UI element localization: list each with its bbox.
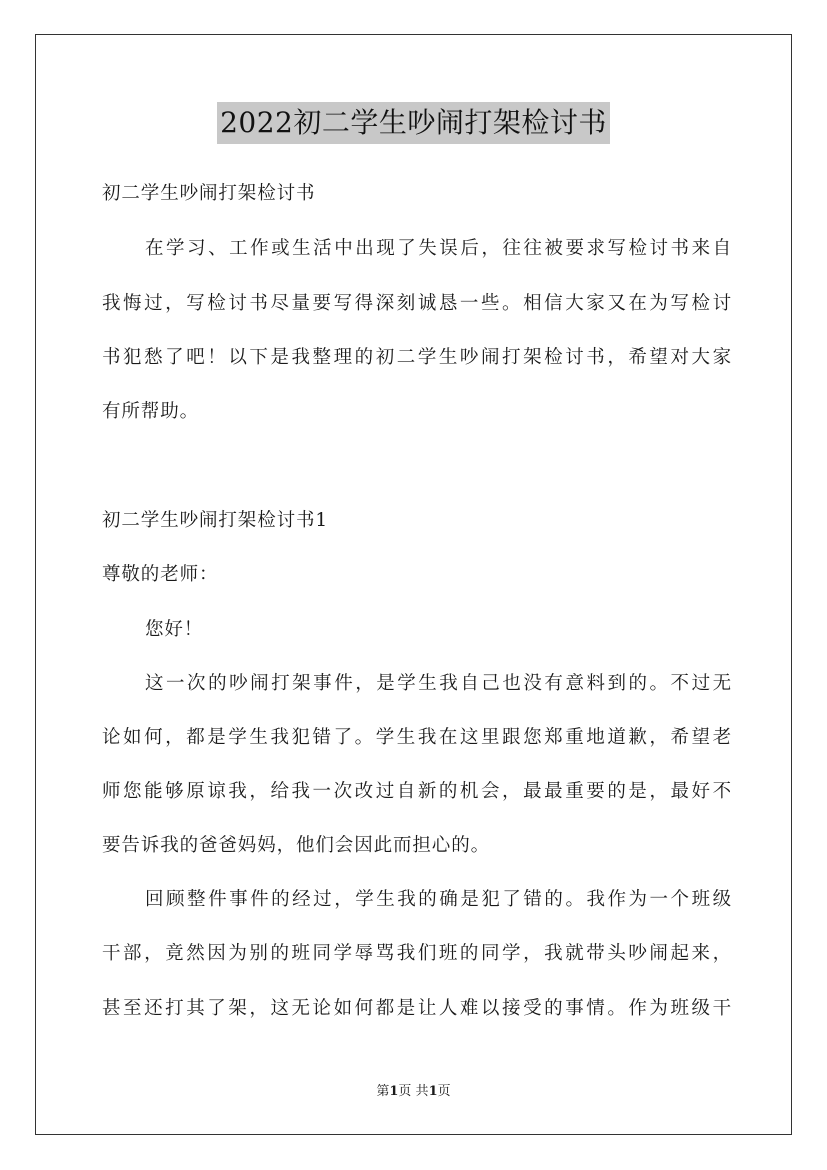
document-subtitle: 初二学生吵闹打架检讨书 — [102, 183, 316, 204]
paragraph-line: 甚至还打其了架，这无论如何都是让人难以接受的事情。作为班级干 — [102, 998, 732, 1019]
intro-line: 书犯愁了吧！以下是我整理的初二学生吵闹打架检讨书，希望对大家 — [102, 347, 732, 368]
footer-page-number: 1 — [389, 1084, 399, 1099]
paragraph-line: 要告诉我的爸爸妈妈，他们会因此而担心的。 — [102, 835, 491, 856]
title-container — [0, 102, 827, 144]
footer-prefix: 第 — [376, 1084, 390, 1099]
paragraph-line: 这一次的吵闹打架事件，是学生我自己也没有意料到的。不过无 — [145, 673, 732, 694]
intro-line: 在学习、工作或生活中出现了失误后，往往被要求写检讨书来自 — [145, 238, 732, 259]
intro-line: 有所帮助。 — [102, 401, 200, 422]
intro-line: 我悔过，写检讨书尽量要写得深刻诚恳一些。相信大家又在为写检讨 — [102, 293, 732, 314]
greeting: 您好！ — [145, 619, 204, 640]
paragraph-line: 论如何，都是学生我犯错了。学生我在这里跟您郑重地道歉，希望老 — [102, 727, 732, 748]
paragraph-line: 干部，竟然因为别的班同学辱骂我们班的同学，我就带头吵闹起来， — [102, 943, 732, 964]
paragraph-line: 回顾整件事件的经过，学生我的确是犯了错的。我作为一个班级 — [145, 889, 732, 910]
footer-page-total: 1 — [428, 1084, 438, 1099]
page-footer — [0, 1083, 827, 1101]
section-heading: 初二学生吵闹打架检讨书1 — [102, 510, 329, 531]
salutation: 尊敬的老师： — [102, 564, 219, 585]
footer-suffix: 页 — [437, 1084, 451, 1099]
document-title: 2022初二学生吵闹打架检讨书 — [217, 102, 610, 144]
footer-middle: 页 共 — [398, 1084, 429, 1099]
paragraph-line: 师您能够原谅我，给我一次改过自新的机会，最最重要的是，最好不 — [102, 781, 732, 802]
